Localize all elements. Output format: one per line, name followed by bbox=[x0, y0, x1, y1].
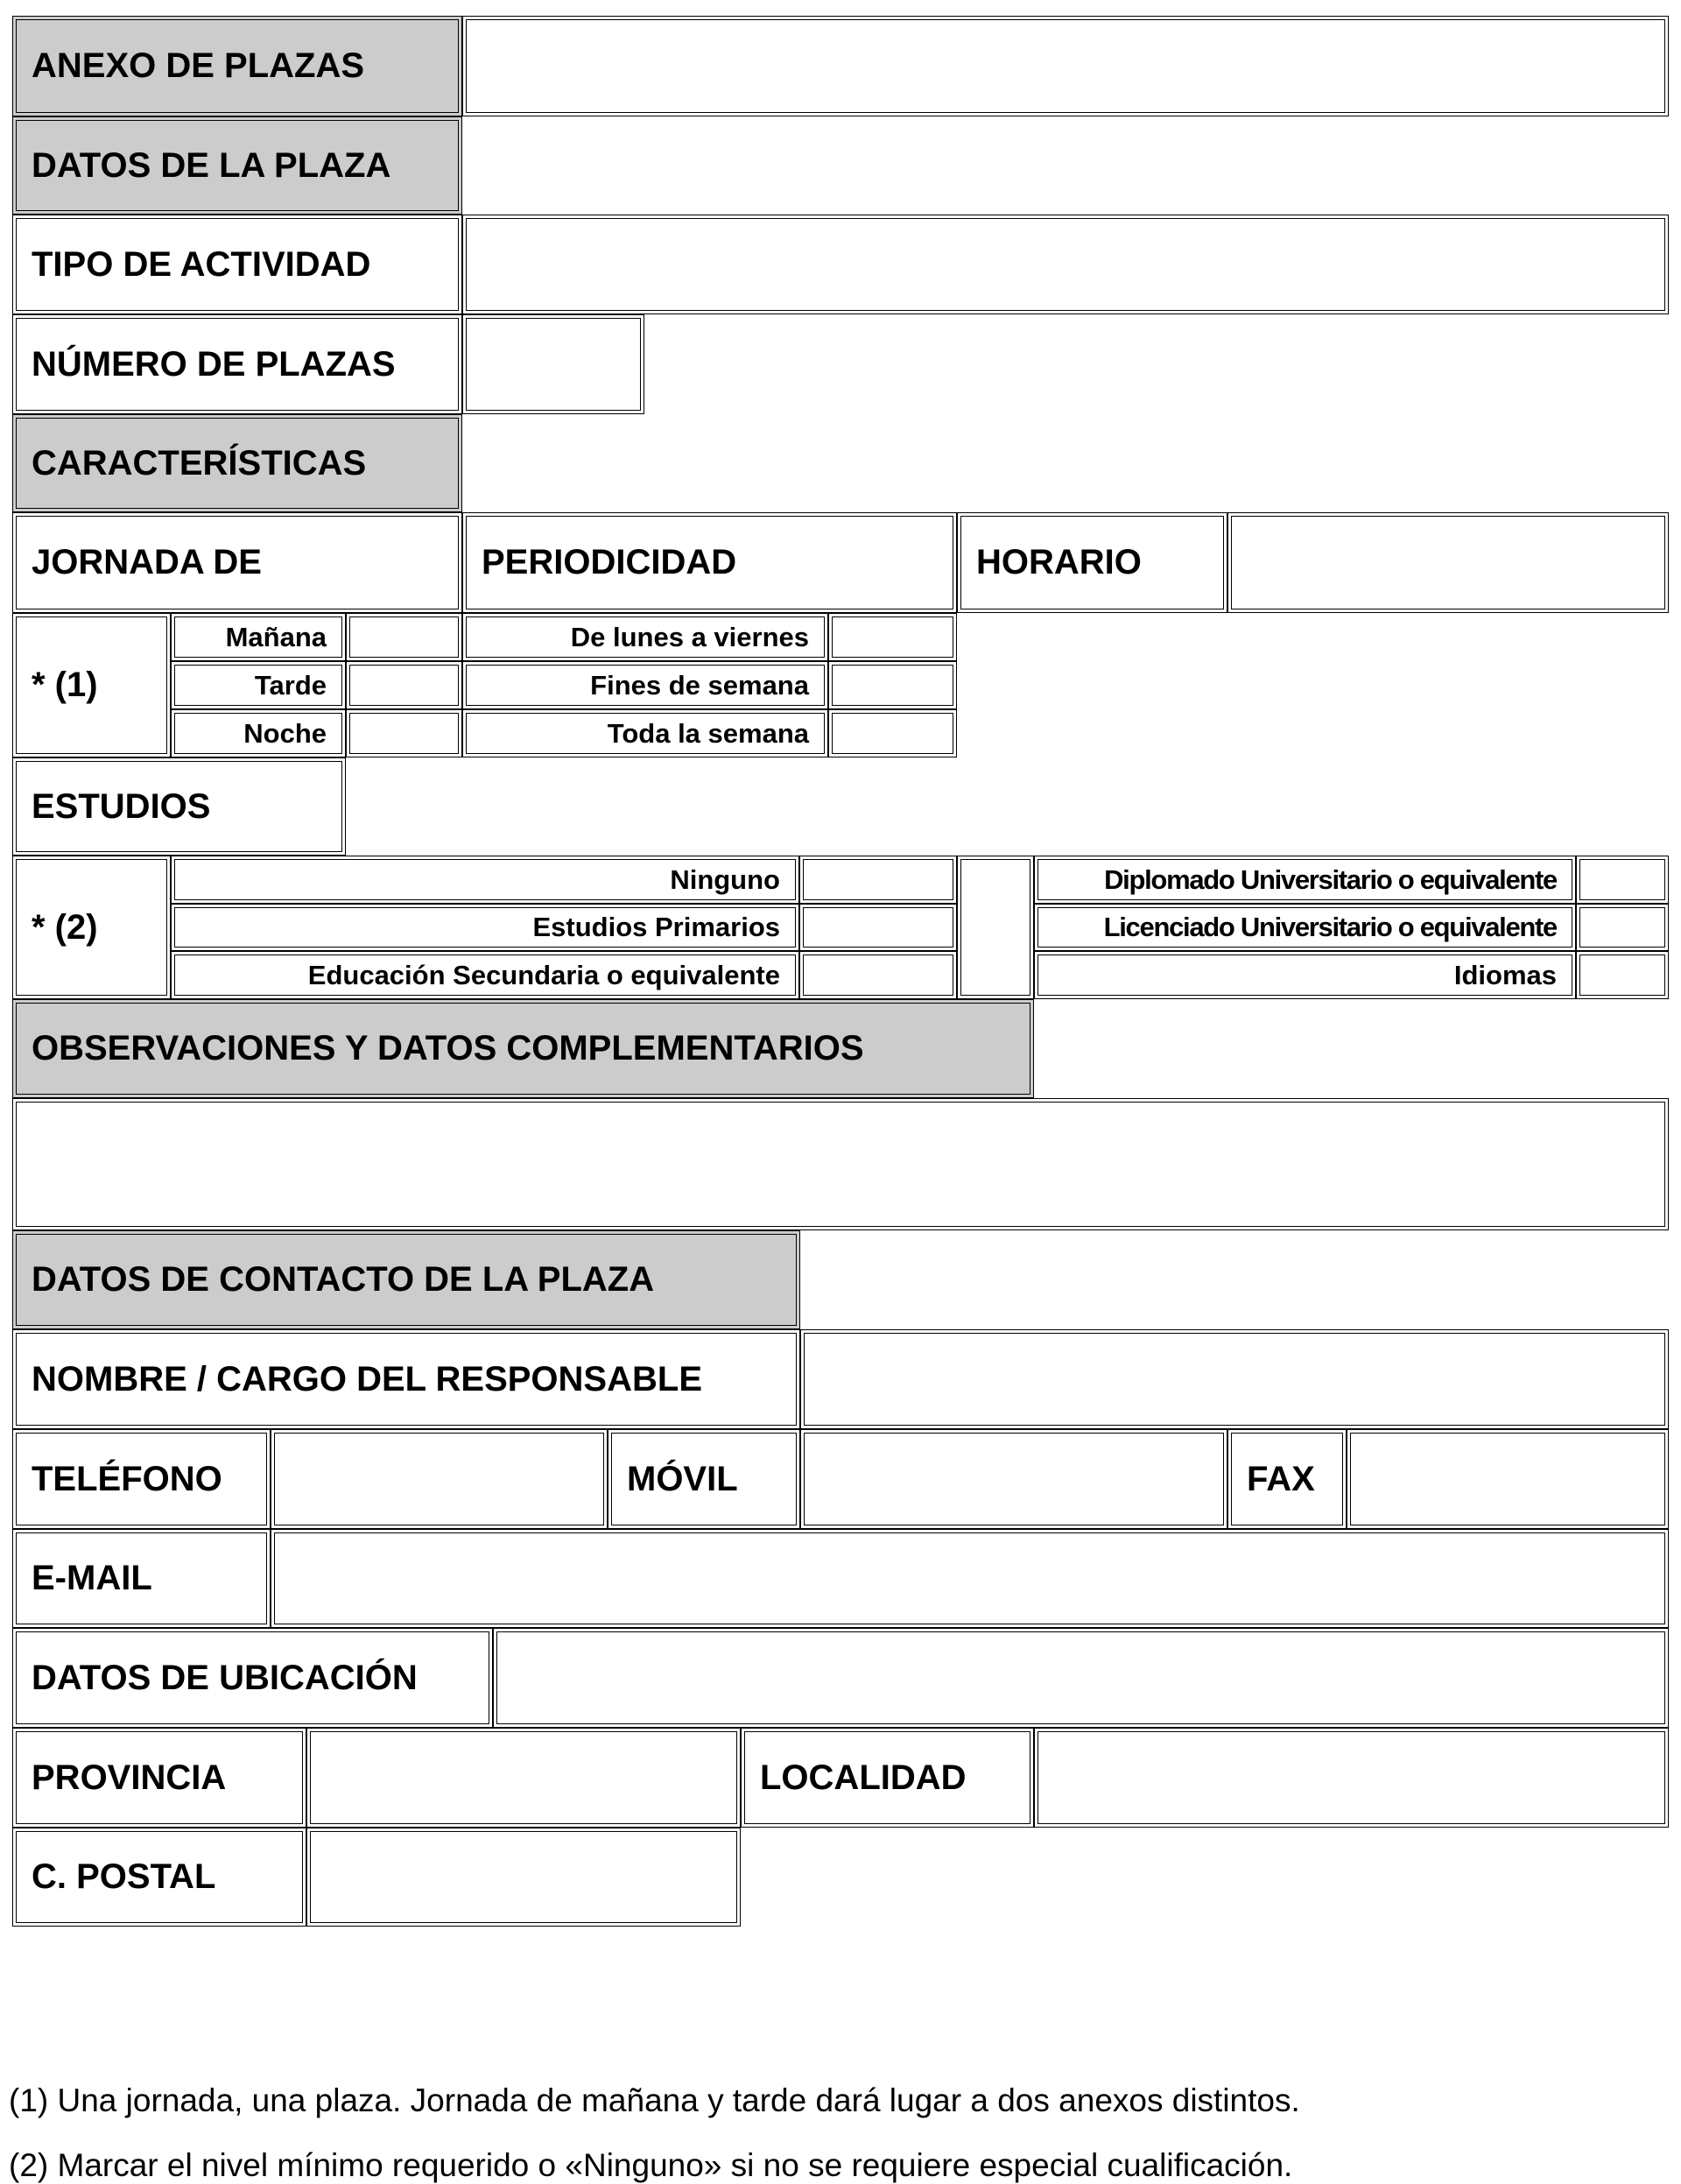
datos-plaza-header: DATOS DE LA PLAZA bbox=[12, 116, 462, 215]
observaciones-field[interactable] bbox=[12, 1098, 1669, 1230]
option-diplomado-label: Diplomado Universitario o equivalente bbox=[1034, 856, 1576, 904]
telefono-field[interactable] bbox=[271, 1429, 608, 1529]
footnote-2: (2) Marcar el nivel mínimo requerido o «Ninguno» si no se requiere especial cualificación. bbox=[9, 2147, 1293, 2183]
note2-marker: * (2) bbox=[12, 856, 171, 999]
provincia-field[interactable] bbox=[306, 1728, 741, 1828]
option-noche-label: Noche bbox=[171, 709, 346, 757]
tipo-actividad-field[interactable] bbox=[462, 215, 1669, 314]
option-idiomas-checkbox[interactable] bbox=[1576, 951, 1669, 999]
email-field[interactable] bbox=[271, 1529, 1669, 1628]
option-ninguno-label: Ninguno bbox=[171, 856, 799, 904]
fax-field[interactable] bbox=[1347, 1429, 1669, 1529]
localidad-field[interactable] bbox=[1034, 1728, 1669, 1828]
provincia-label: PROVINCIA bbox=[12, 1728, 306, 1828]
option-diplomado-checkbox[interactable] bbox=[1576, 856, 1669, 904]
horario-label: HORARIO bbox=[957, 512, 1227, 613]
option-primarios-label: Estudios Primarios bbox=[171, 904, 799, 951]
caracteristicas-header: CARACTERÍSTICAS bbox=[12, 414, 462, 512]
option-licenciado-label: Licenciado Universitario o equivalente bbox=[1034, 904, 1576, 951]
option-manana-label: Mañana bbox=[171, 613, 346, 661]
option-lunes-viernes-checkbox[interactable] bbox=[828, 613, 957, 661]
option-fines-semana-checkbox[interactable] bbox=[828, 661, 957, 709]
codigo-postal-label: C. POSTAL bbox=[12, 1828, 306, 1927]
codigo-postal-field[interactable] bbox=[306, 1828, 741, 1927]
nombre-cargo-label: NOMBRE / CARGO DEL RESPONSABLE bbox=[12, 1329, 800, 1429]
option-primarios-checkbox[interactable] bbox=[799, 904, 957, 951]
movil-field[interactable] bbox=[800, 1429, 1227, 1529]
periodicidad-label: PERIODICIDAD bbox=[462, 512, 957, 613]
anexo-plazas-field[interactable] bbox=[462, 16, 1669, 116]
option-lunes-viernes-label: De lunes a viernes bbox=[462, 613, 828, 661]
nombre-cargo-field[interactable] bbox=[800, 1329, 1669, 1429]
email-label: E-MAIL bbox=[12, 1529, 271, 1628]
option-licenciado-checkbox[interactable] bbox=[1576, 904, 1669, 951]
option-tarde-checkbox[interactable] bbox=[346, 661, 462, 709]
option-fines-semana-label: Fines de semana bbox=[462, 661, 828, 709]
option-secundaria-checkbox[interactable] bbox=[799, 951, 957, 999]
option-idiomas-label: Idiomas bbox=[1034, 951, 1576, 999]
note1-marker: * (1) bbox=[12, 613, 171, 757]
estudios-spacer bbox=[957, 856, 1034, 999]
option-toda-semana-label: Toda la semana bbox=[462, 709, 828, 757]
option-noche-checkbox[interactable] bbox=[346, 709, 462, 757]
telefono-label: TELÉFONO bbox=[12, 1429, 271, 1529]
anexo-plazas-label: ANEXO DE PLAZAS bbox=[12, 16, 462, 116]
datos-ubicacion-label: DATOS DE UBICACIÓN bbox=[12, 1628, 493, 1728]
horario-field[interactable] bbox=[1227, 512, 1669, 613]
numero-plazas-label: NÚMERO DE PLAZAS bbox=[12, 314, 462, 414]
option-manana-checkbox[interactable] bbox=[346, 613, 462, 661]
option-secundaria-label: Educación Secundaria o equivalente bbox=[171, 951, 799, 999]
tipo-actividad-label: TIPO DE ACTIVIDAD bbox=[12, 215, 462, 314]
movil-label: MÓVIL bbox=[608, 1429, 800, 1529]
datos-ubicacion-field[interactable] bbox=[493, 1628, 1669, 1728]
fax-label: FAX bbox=[1227, 1429, 1347, 1529]
jornada-de-label: JORNADA DE bbox=[12, 512, 462, 613]
observaciones-header: OBSERVACIONES Y DATOS COMPLEMENTARIOS bbox=[12, 999, 1034, 1098]
option-toda-semana-checkbox[interactable] bbox=[828, 709, 957, 757]
datos-contacto-header: DATOS DE CONTACTO DE LA PLAZA bbox=[12, 1230, 800, 1329]
option-tarde-label: Tarde bbox=[171, 661, 346, 709]
localidad-label: LOCALIDAD bbox=[741, 1728, 1034, 1828]
footnote-1: (1) Una jornada, una plaza. Jornada de mañana y tarde dará lugar a dos anexos distintos. bbox=[9, 2082, 1300, 2118]
option-ninguno-checkbox[interactable] bbox=[799, 856, 957, 904]
numero-plazas-field[interactable] bbox=[462, 314, 644, 414]
estudios-label: ESTUDIOS bbox=[12, 757, 346, 856]
